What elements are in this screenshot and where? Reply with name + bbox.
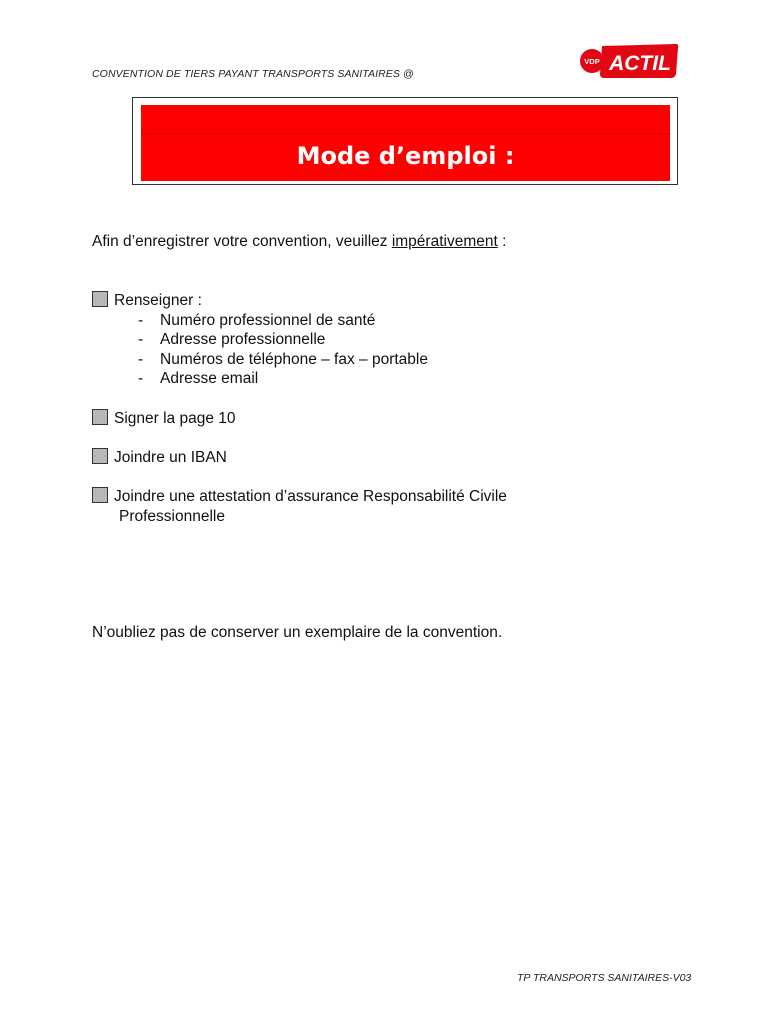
checkbox[interactable]	[92, 448, 108, 464]
logo-badge-text: VDP	[584, 57, 600, 66]
checklist-item-label: Renseigner :	[114, 292, 202, 309]
checklist-item-label: Joindre une attestation d’assurance Responsabilité Civile	[114, 488, 507, 505]
document-header-title: CONVENTION DE TIERS PAYANT TRANSPORTS SANITAIRES @	[92, 68, 414, 80]
intro-emphasis: impérativement	[391, 233, 498, 250]
checkbox[interactable]	[92, 487, 108, 503]
checklist-item-label: Signer la page 10	[114, 410, 236, 427]
checklist-item-label: Joindre un IBAN	[114, 449, 227, 466]
checklist-item-signer	[92, 409, 236, 429]
intro-sentence	[92, 233, 506, 251]
intro-text-after: :	[497, 233, 507, 250]
checklist-item-continuation: Professionnelle	[119, 507, 225, 525]
checkbox[interactable]	[92, 409, 108, 425]
sublist-item: - Numéro professionnel de santé	[138, 311, 376, 329]
page-title: Mode d’emploi :	[296, 142, 515, 170]
intro-text-before: Afin d’enregistrer votre convention, veuillez	[92, 233, 392, 250]
renseigner-sublist	[92, 311, 428, 389]
reminder-text: N’oubliez pas de conserver un exemplaire de la convention.	[92, 624, 503, 641]
title-banner	[141, 105, 670, 181]
document-footer: TP TRANSPORTS SANITAIRES-V03	[517, 972, 692, 984]
sublist-item: - Numéros de téléphone – fax – portable	[138, 350, 428, 368]
actil-logo	[578, 42, 680, 80]
checklist-item-iban	[92, 448, 227, 468]
checklist-item-renseigner	[92, 291, 428, 389]
checklist-item-attestation	[92, 487, 507, 526]
sublist-item: - Adresse professionnelle	[138, 331, 326, 348]
title-frame	[132, 97, 678, 185]
checkbox[interactable]	[92, 291, 108, 307]
title-banner-stripe	[141, 133, 670, 135]
logo-brand-text: ACTIL	[609, 52, 671, 75]
sublist-item: - Adresse email	[138, 370, 259, 387]
